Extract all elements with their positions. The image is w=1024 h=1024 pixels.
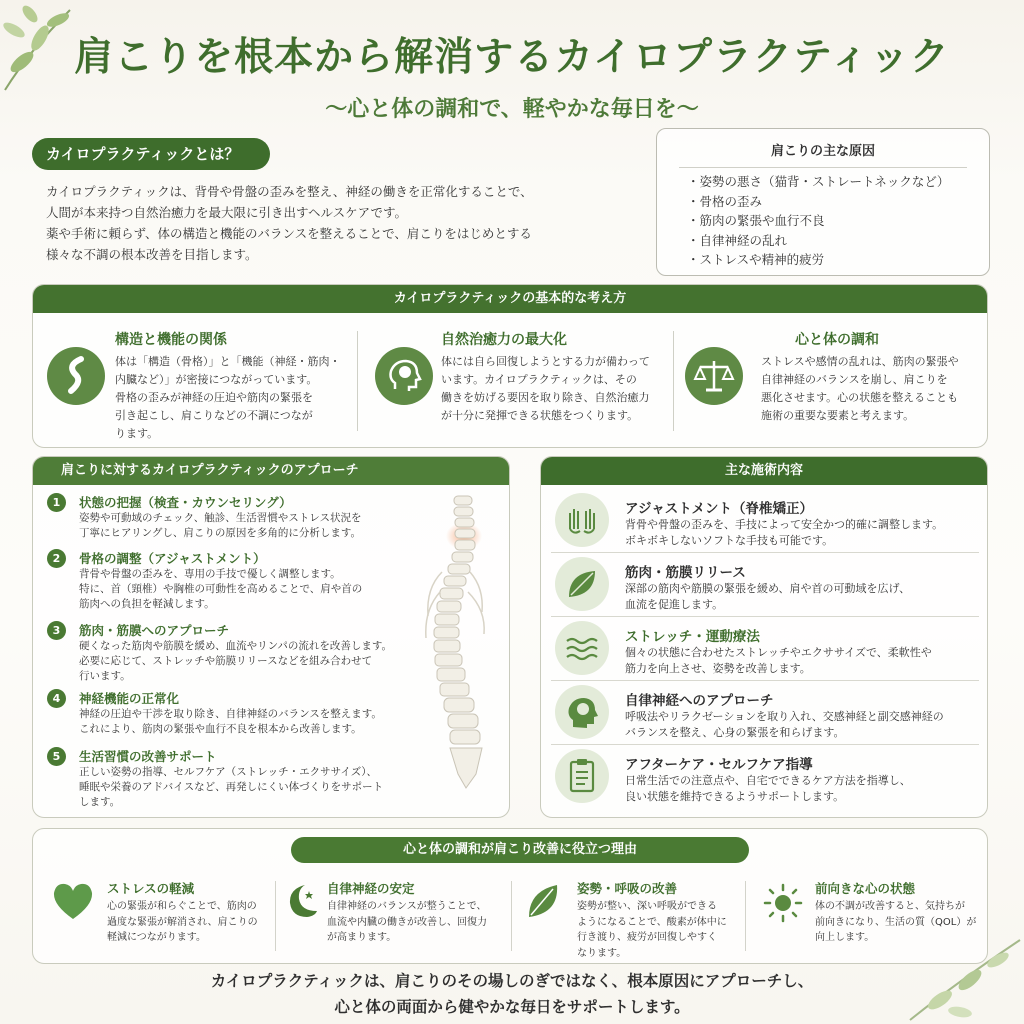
muscle-leaf-icon <box>555 557 609 611</box>
concept-line: います。カイロプラクティックは、その <box>441 373 637 386</box>
step-title: 生活習慣の改善サポート <box>79 749 217 764</box>
treatments-section <box>540 456 988 818</box>
step-number: 2 <box>47 549 66 568</box>
step-title: 筋肉・筋膜へのアプローチ <box>79 623 230 638</box>
treatment-line: ボキボキしないソフトな手技も可能です。 <box>625 534 834 547</box>
reason-divider <box>745 881 746 951</box>
concept-title: 心と体の調和 <box>795 332 879 348</box>
step-line: 硬くなった筋肉や筋膜を緩め、血流やリンパの流れを改善します。 <box>79 640 393 652</box>
treatment-title: 自律神経へのアプローチ <box>625 693 774 709</box>
treatment-line: 個々の状態に合わせたストレッチやエクササイズで、柔軟性や <box>625 646 932 659</box>
treatment-title: ストレッチ・運動療法 <box>625 629 760 645</box>
step-number: 3 <box>47 621 66 640</box>
reason-item <box>51 875 276 959</box>
step-text <box>79 567 459 612</box>
reason-divider <box>275 881 276 951</box>
step-title: 状態の把握（検査・カウンセリング） <box>79 495 292 510</box>
causes-item: ・姿勢の悪さ（猫背・ストレートネックなど） <box>687 174 950 189</box>
treatment-item <box>541 617 988 681</box>
concepts-header: カイロプラクティックの基本的な考え方 <box>33 285 987 313</box>
causes-item: ・自律神経の乱れ <box>687 232 788 248</box>
concept-structure <box>45 325 345 443</box>
spine-icon <box>47 347 105 405</box>
step-line: これにより、筋肉の緊張や血行不良を根本から改善します。 <box>79 723 362 735</box>
step-line: 神経の圧迫や干渉を取り除き、自律神経のバランスを整えます。 <box>79 708 382 720</box>
concept-line: 働きを妨げる要因を取り除き、自然治癒力 <box>441 391 650 404</box>
step-text <box>79 765 459 810</box>
reason-line: 過度な緊張が解消され、肩こりの <box>107 916 258 928</box>
causes-item: ・筋肉の緊張や血行不良 <box>687 213 825 228</box>
footer-line: カイロプラクティックは、肩こりのその場しのぎではなく、根本原因にアプローチし、 <box>210 972 814 990</box>
reason-line: 軽減につながります。 <box>107 932 206 943</box>
reason-line: 血流や内臓の働きが改善し、回復力 <box>327 916 487 928</box>
concept-text <box>115 353 345 443</box>
reason-line: 体の不調が改善すると、気持ちが <box>815 901 965 912</box>
balance-scale-icon <box>685 347 743 405</box>
step-line: します。 <box>79 796 121 808</box>
clipboard-icon <box>555 749 609 803</box>
reason-line: ようになることで、酸素が体中に <box>577 916 727 928</box>
approach-header: 肩こりに対するカイロプラクティックのアプローチ <box>33 457 509 485</box>
concept-line: 悪化させます。心の状態を整えることも <box>761 391 959 404</box>
concept-natural-healing <box>373 325 673 443</box>
step-line: 丁寧にヒアリングし、肩こりの原因を多角的に分析します。 <box>79 527 362 539</box>
page-header <box>0 0 1024 125</box>
concept-line: 内臓など）」が密接につながっています。 <box>115 373 318 386</box>
step-line: 行います。 <box>79 670 131 682</box>
treatment-line: 筋力を向上させ、姿勢を改善します。 <box>625 662 811 675</box>
waves-icon <box>555 621 609 675</box>
concept-line: 自律神経のバランスを崩し、肩こりを <box>761 373 948 386</box>
treatment-text <box>625 773 979 805</box>
intro-line: 薬や手術に頼らず、体の構造と機能のバランスを整えることで、肩こりをはじめとする <box>46 226 532 241</box>
reason-title: 前向きな心の状態 <box>815 881 916 896</box>
step-line: 背骨や骨盤の歪みを、専用の手技で優しく調整します。 <box>79 568 341 580</box>
intro-line: 様々な不調の根本改善を目指します。 <box>46 247 258 262</box>
treatment-title: アジャストメント（脊椎矯正） <box>625 501 814 517</box>
step-line: 姿勢や可動域のチェック、触診、生活習慣やストレス状況を <box>79 512 362 524</box>
treatment-line: 背骨や骨盤の歪みを、手技によって安全かつ的確に調整します。 <box>625 518 944 531</box>
page-title: 肩こりを根本から解消するカイロプラクティック <box>74 35 950 80</box>
leaf-icon <box>525 881 561 921</box>
reason-title: 姿勢・呼吸の改善 <box>577 881 678 896</box>
concept-text <box>761 353 988 425</box>
step-line: 筋肉への負担を軽減します。 <box>79 598 215 610</box>
step-text <box>79 639 459 684</box>
causes-divider <box>679 167 967 168</box>
concept-divider <box>673 331 674 431</box>
causes-list <box>687 172 989 270</box>
reason-title: 自律神経の安定 <box>327 881 415 896</box>
step-line: 睡眠や栄養のアドバイスなど、再発しにくい体づくりをサポート <box>79 781 384 793</box>
causes-title: 肩こりの主な原因 <box>770 144 875 159</box>
concept-title: 自然治癒力の最大化 <box>441 332 567 348</box>
concept-text <box>441 353 671 425</box>
concept-line: 体には自ら回復しようとする力が備わって <box>441 355 650 368</box>
reason-text <box>577 899 737 961</box>
treatment-line: 良い状態を維持できるようサポートします。 <box>625 790 845 803</box>
concept-line: ります。 <box>115 427 159 440</box>
reason-line: なります。 <box>577 947 627 959</box>
treatment-line: 血流を促進します。 <box>625 598 724 611</box>
reason-line: 向上します。 <box>815 932 875 943</box>
causes-item: ・ストレスや精神的疲労 <box>687 252 825 267</box>
reasons-section <box>32 828 988 964</box>
step-number: 1 <box>47 493 66 512</box>
intro-label: カイロプラクティックとは？ <box>32 138 270 170</box>
reason-title: ストレスの軽減 <box>107 881 195 896</box>
treatment-line: 深部の筋肉や筋膜の緊張を緩め、肩や首の可動域を広げ、 <box>625 582 911 595</box>
intro-text <box>46 181 606 265</box>
treatment-line: 呼吸法やリラクゼーションを取り入れ、交感神経と副交感神経の <box>625 710 944 723</box>
step-number: 5 <box>47 747 66 766</box>
intro-line: 人間が本来持つ自然治癒力を最大限に引き出すヘルスケアです。 <box>46 205 408 220</box>
step-title: 神経機能の正常化 <box>79 691 180 706</box>
page-subtitle: 〜心と体の調和で、軽やかな毎日を〜 <box>325 97 699 122</box>
footer-line: 心と体の両面から健やかな毎日をサポートします。 <box>334 998 690 1016</box>
reason-item <box>283 875 513 959</box>
reason-line: 姿勢が整い、深い呼吸ができる <box>577 901 717 912</box>
treatment-text <box>625 645 979 677</box>
moon-icon <box>283 881 319 921</box>
reason-item <box>525 875 755 959</box>
head-brain-icon <box>555 685 609 739</box>
reason-line: が高まります。 <box>327 932 397 943</box>
concept-title: 構造と機能の関係 <box>115 332 227 348</box>
treatment-text <box>625 517 979 549</box>
sun-icon <box>761 881 805 925</box>
step-line: 特に、首（頸椎）や胸椎の可動性を高めることで、肩や首の <box>79 583 363 595</box>
intro-line: カイロプラクティックは、背骨や骨盤の歪みを整え、神経の働きを正常化することで、 <box>46 184 533 199</box>
treatment-line: 日常生活での注意点や、自宅でできるケア方法を指導し、 <box>625 774 911 787</box>
heart-icon <box>51 881 95 921</box>
concept-line: 引き起こし、肩こりなどの不調につなが <box>115 409 313 422</box>
reason-item <box>761 875 985 959</box>
reason-divider <box>511 881 512 951</box>
step-line: 必要に応じて、ストレッチや筋膜リリースなどを組み合わせて <box>79 655 373 667</box>
treatment-item <box>541 553 988 617</box>
concepts-section <box>32 284 988 448</box>
treatment-item <box>541 681 988 745</box>
reason-line: 自律神経のバランスが整うことで、 <box>327 901 487 912</box>
treatment-title: 筋肉・筋膜リリース <box>625 565 746 581</box>
treatment-item <box>541 745 988 809</box>
treatment-line: バランスを整え、心身の緊張を和らげます。 <box>625 726 845 739</box>
treatments-header: 主な施術内容 <box>541 457 987 485</box>
hands-icon <box>555 493 609 547</box>
causes-item: ・骨格の歪み <box>687 193 763 209</box>
causes-box <box>656 128 990 276</box>
concept-line: 骨格の歪みが神経の圧迫や筋肉の緊張を <box>115 391 313 404</box>
reason-text <box>107 899 277 946</box>
concept-line: 施術の重要な要素と考えます。 <box>761 409 915 422</box>
reasons-header: 心と体の調和が肩こり改善に役立つ理由 <box>291 837 749 863</box>
treatment-text <box>625 581 979 613</box>
concept-divider <box>357 331 358 431</box>
step-text <box>79 511 459 541</box>
concept-line: が十分に発揮できる状態をつくります。 <box>441 409 639 422</box>
reason-line: 心の緊張が和らぐことで、筋肉の <box>107 901 257 912</box>
reason-text <box>327 899 507 946</box>
step-number: 4 <box>47 689 66 708</box>
reason-text <box>815 899 985 946</box>
treatment-text <box>625 709 979 741</box>
treatment-title: アフターケア・セルフケア指導 <box>625 757 813 773</box>
head-brain-icon <box>375 347 433 405</box>
step-title: 骨格の調整（アジャストメント） <box>79 551 266 566</box>
concept-line: ストレスや感情の乱れは、筋肉の緊張や <box>761 355 959 368</box>
footer-message <box>0 968 1024 1020</box>
reason-line: 前向きになり、生活の質（QOL）が <box>815 916 977 928</box>
step-text <box>79 707 459 737</box>
concept-line: 体は「構造（骨格）」と「機能（神経・筋肉・ <box>115 355 341 368</box>
treatment-item <box>541 489 988 553</box>
spine-illustration-icon <box>420 492 500 792</box>
concept-mind-body <box>685 325 985 443</box>
step-line: 正しい姿勢の指導、セルフケア（ストレッチ・エクササイズ）、 <box>79 766 377 778</box>
reason-line: 行き渡り、疲労が回復しやすく <box>577 932 717 943</box>
